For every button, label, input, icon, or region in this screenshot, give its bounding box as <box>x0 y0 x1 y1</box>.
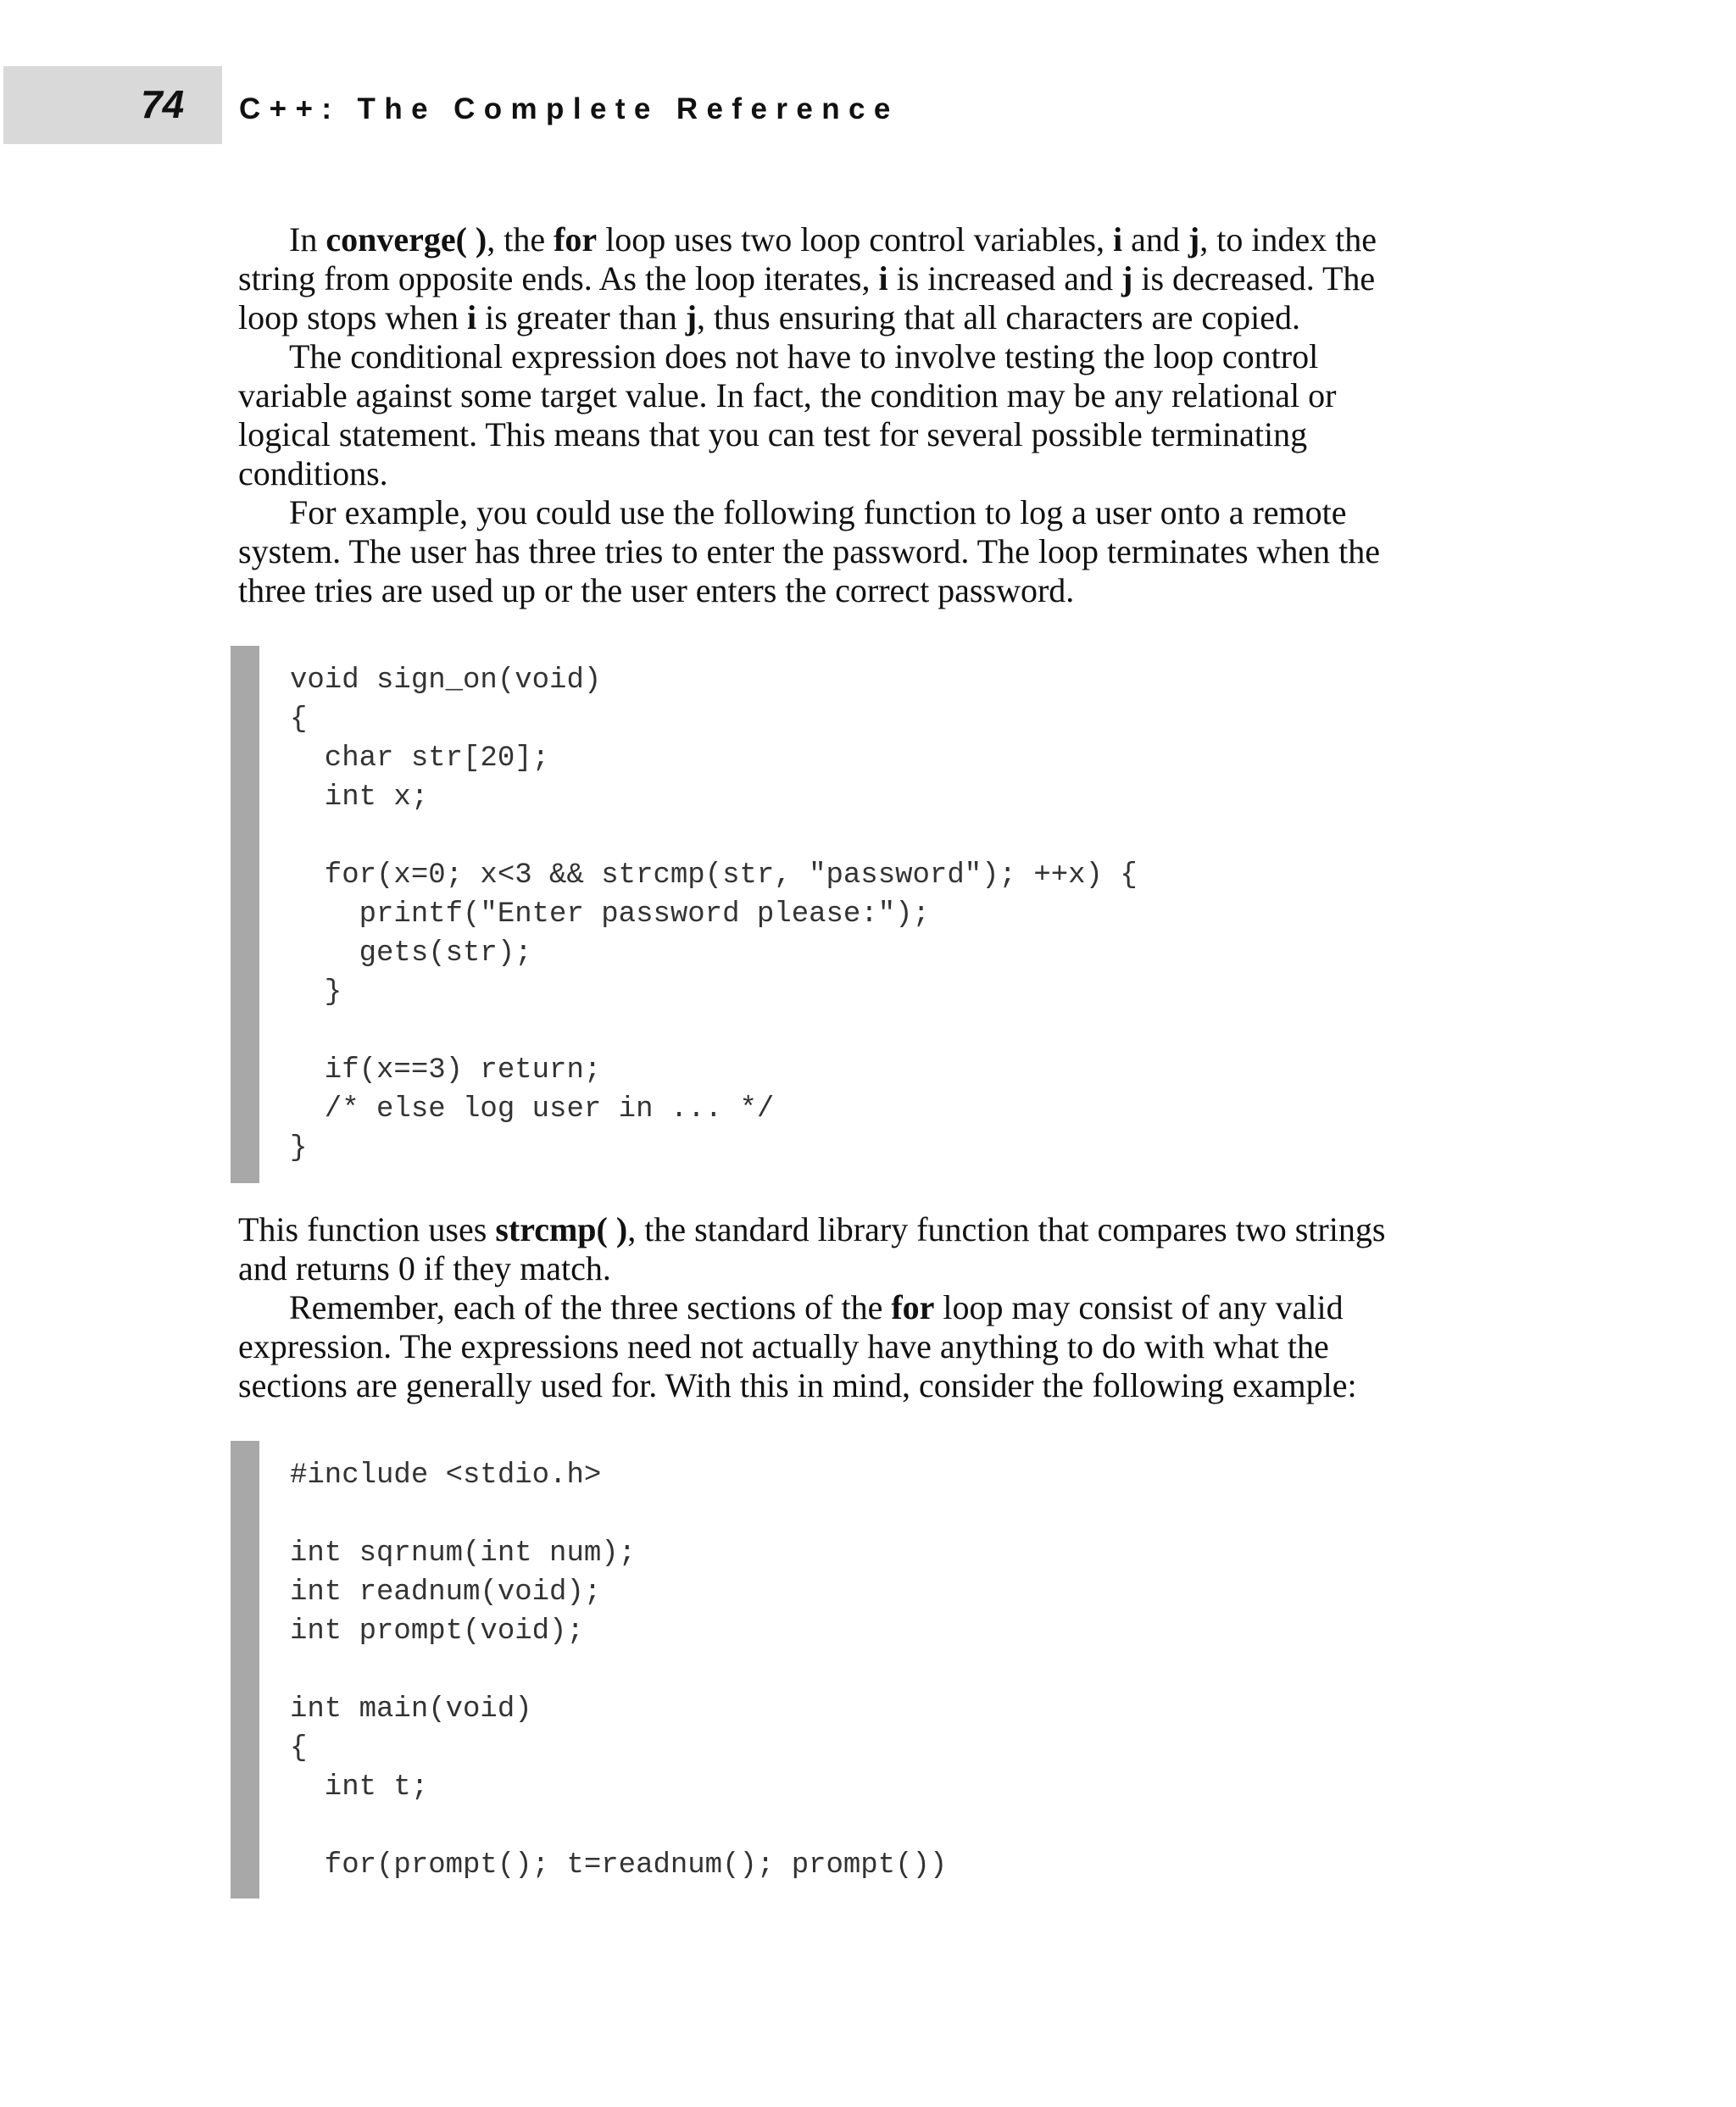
code-line: printf("Enter password please:"); <box>290 898 930 931</box>
code-line <box>290 1807 947 1846</box>
text-line: This function uses strcmp( ), the standard library function that compares two strings <box>238 1210 1386 1248</box>
code-line: } <box>290 976 342 1009</box>
header-tab <box>3 66 222 144</box>
paragraph-converge <box>238 220 1476 337</box>
text-line: logical statement. This means that you can test for several possible terminating <box>238 415 1308 453</box>
code-line <box>290 817 1138 856</box>
code-bar <box>231 646 259 1183</box>
code-line: #include <stdio.h> <box>290 1459 602 1492</box>
running-head: C++: The Complete Reference <box>239 92 899 125</box>
paragraph-conditional-expression <box>238 337 1476 493</box>
code-line: { <box>290 703 308 736</box>
code-bar <box>231 1441 259 1899</box>
code-line: for(x=0; x<3 && strcmp(str, "password"); ++x) { <box>290 859 1138 892</box>
code-line: /* else log user in ... */ <box>290 1093 775 1126</box>
page-number: 74 <box>141 82 185 126</box>
code-line: char str[20]; <box>290 742 550 775</box>
code-line <box>290 1651 947 1690</box>
paragraph-strcmp <box>238 1210 1476 1288</box>
code-line <box>290 1495 947 1534</box>
text-line: In converge( ), the for loop uses two loop control variables, i and j, to index the <box>289 220 1377 259</box>
code-line: int sqrnum(int num); <box>290 1537 637 1570</box>
text-line: three tries are used up or the user enters the correct password. <box>238 571 1075 609</box>
code-line: gets(str); <box>290 937 532 970</box>
text-line: Remember, each of the three sections of the for loop may consist of any valid <box>289 1288 1344 1326</box>
code-line: int t; <box>290 1771 429 1804</box>
text-line: string from opposite ends. As the loop iterates, i is increased and j is decreased. The <box>238 259 1376 297</box>
code-line: } <box>290 1132 308 1165</box>
text-line: sections are generally used for. With this in mind, consider the following example: <box>238 1366 1357 1404</box>
code-line: { <box>290 1732 308 1765</box>
paragraph-example <box>238 493 1476 610</box>
code-line <box>290 1012 1138 1051</box>
paragraph-remember <box>238 1288 1476 1405</box>
text-line: loop stops when i is greater than j, thus ensuring that all characters are copied. <box>238 298 1300 336</box>
code-line: int x; <box>290 781 429 814</box>
code-line: int prompt(void); <box>290 1615 584 1648</box>
text-line: and returns 0 if they match. <box>238 1249 611 1287</box>
code-listing-main <box>290 1456 947 1885</box>
text-line: expression. The expressions need not actually have anything to do with what the <box>238 1327 1329 1365</box>
text-line: For example, you could use the following function to log a user onto a remote <box>289 493 1347 531</box>
code-line: int main(void) <box>290 1693 532 1726</box>
text-line: system. The user has three tries to enter the password. The loop terminates when the <box>238 532 1381 570</box>
code-line: for(prompt(); t=readnum(); prompt()) <box>290 1849 948 1882</box>
text-line: The conditional expression does not have to involve testing the loop control <box>289 337 1319 375</box>
text-line: conditions. <box>238 454 388 492</box>
code-line: void sign_on(void) <box>290 664 602 697</box>
code-line: if(x==3) return; <box>290 1054 602 1087</box>
text-line: variable against some target value. In fact, the condition may be any relational or <box>238 376 1337 414</box>
code-listing-sign-on <box>290 661 1138 1168</box>
code-line: int readnum(void); <box>290 1576 602 1609</box>
